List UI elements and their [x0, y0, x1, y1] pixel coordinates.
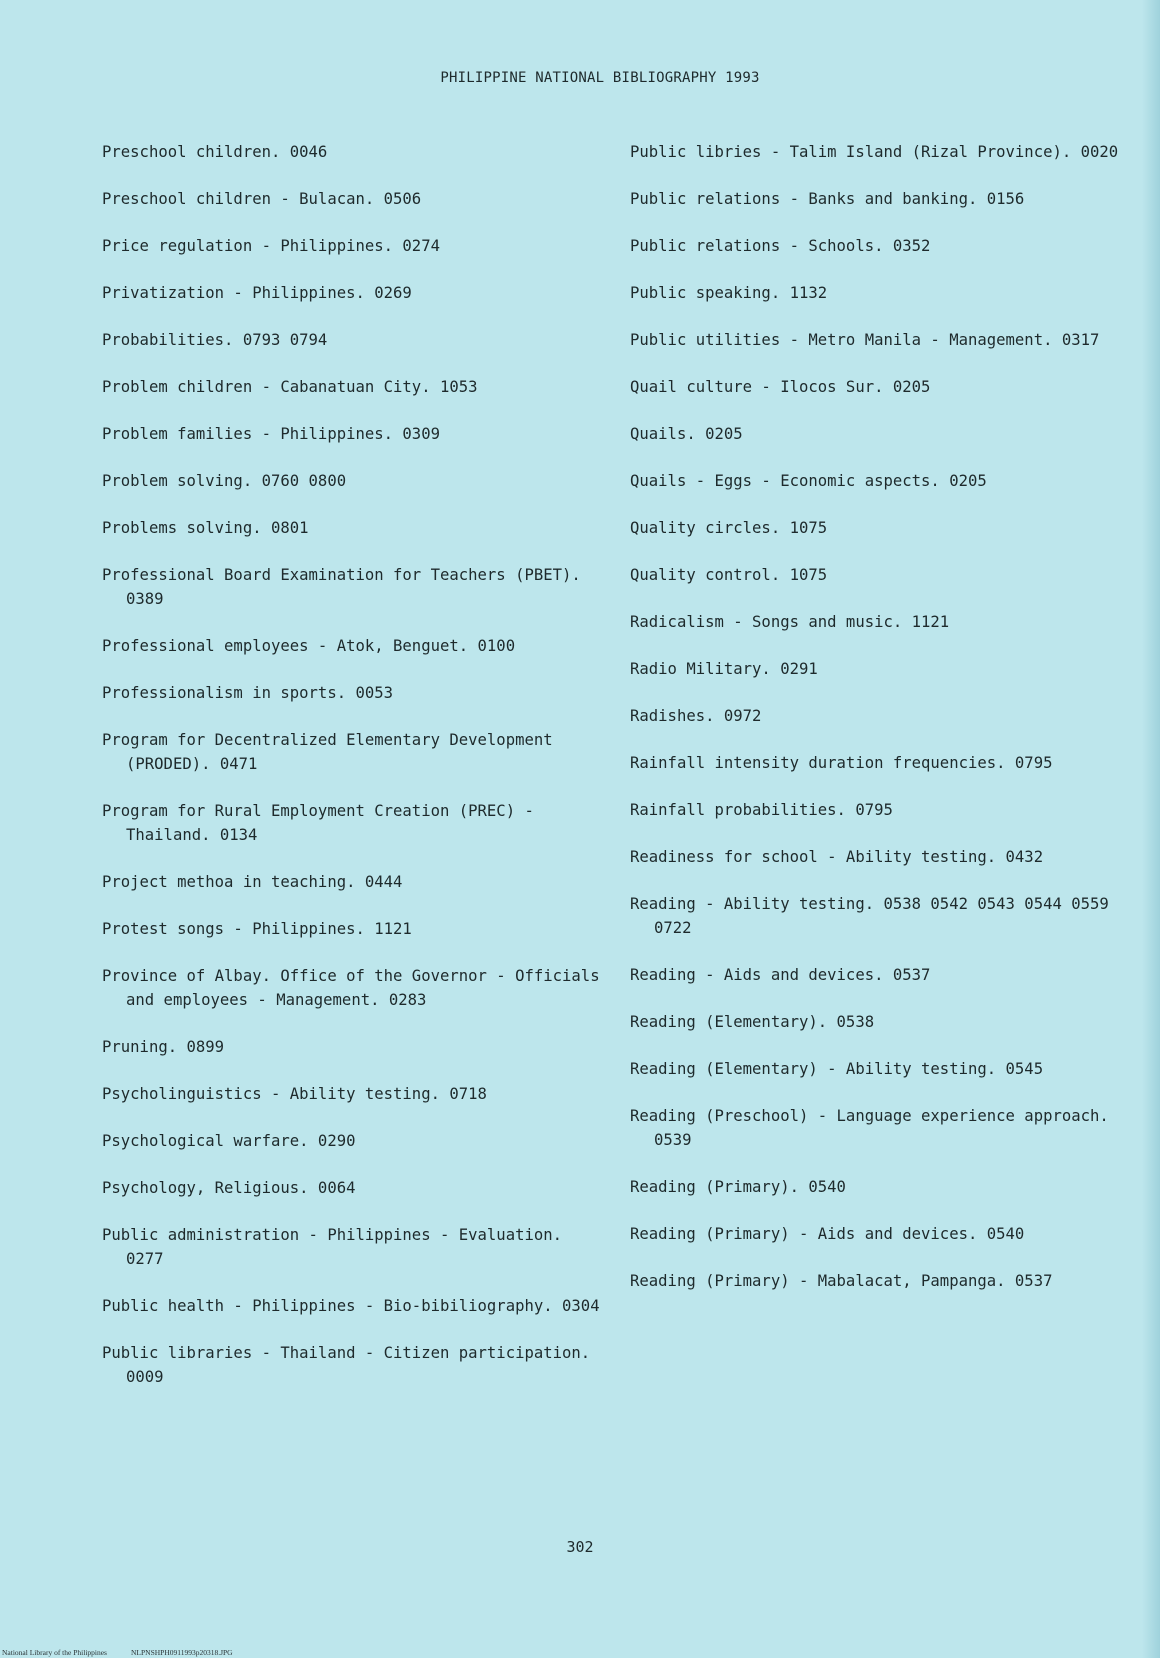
page-edge-shadow [1142, 0, 1160, 1658]
index-entry: Professionalism in sports. 0053 [102, 684, 394, 702]
index-entry: Psychological warfare. 0290 [102, 1132, 356, 1150]
index-entry: Reading (Primary) - Aids and devices. 0540 [630, 1225, 1025, 1243]
footer-file-id: NLPNSHPH0911993p20318.JPG [130, 1648, 233, 1657]
index-entry: Problem children - Cabanatuan City. 1053 [102, 378, 478, 396]
index-entry: Public relations - Schools. 0352 [630, 237, 931, 255]
index-entry: Reading (Primary). 0540 [630, 1178, 846, 1196]
index-entry: Problem solving. 0760 0800 [102, 472, 347, 490]
right-index-column [630, 140, 1130, 1316]
page-title: PHILIPPINE NATIONAL BIBLIOGRAPHY 1993 [440, 70, 760, 86]
index-entry: Reading (Elementary). 0538 [630, 1013, 875, 1031]
page-number: 302 [566, 1538, 594, 1556]
index-entry: Professional employees - Atok, Benguet. 0100 [102, 637, 516, 655]
index-entry: Rainfall probabilities. 0795 [630, 801, 893, 819]
index-entry: Public libraries - Thailand - Citizen participation. 0009 [102, 1344, 591, 1386]
index-entry: Quails. 0205 [630, 425, 743, 443]
index-entry: Public administration - Philippines - Evaluation. 0277 [102, 1226, 563, 1268]
index-entry: Public libries - Talim Island (Rizal Province). 0020 [630, 143, 1119, 161]
footer-institution: National Library of the Philippines [2, 1648, 107, 1657]
index-entry: Reading (Preschool) - Language experience approach. 0539 [630, 1107, 1109, 1149]
index-entry: Reading - Aids and devices. 0537 [630, 966, 931, 984]
index-entry: Price regulation - Philippines. 0274 [102, 237, 440, 255]
index-entry: Radio Military. 0291 [630, 660, 818, 678]
index-entry: Privatization - Philippines. 0269 [102, 284, 412, 302]
index-entry: Program for Decentralized Elementary Development (PRODED). 0471 [102, 731, 553, 773]
index-entry: Psychology, Religious. 0064 [102, 1179, 356, 1197]
index-entry: Province of Albay. Office of the Governor - Officials and employees - Management. 0283 [102, 967, 600, 1009]
index-entry: Rainfall intensity duration frequencies. 0795 [630, 754, 1053, 772]
index-entry: Preschool children. 0046 [102, 143, 328, 161]
index-entry: Project methoa in teaching. 0444 [102, 873, 403, 891]
index-entry: Problems solving. 0801 [102, 519, 309, 537]
index-entry: Preschool children - Bulacan. 0506 [102, 190, 422, 208]
left-index-column [102, 140, 602, 1412]
index-entry: Public health - Philippines - Bio-bibiliography. 0304 [102, 1297, 600, 1315]
index-entry: Reading (Primary) - Mabalacat, Pampanga. 0537 [630, 1272, 1053, 1290]
index-entry: Pruning. 0899 [102, 1038, 225, 1056]
index-entry: Reading - Ability testing. 0538 0542 0543 0544 0559 0722 [630, 895, 1109, 937]
index-entry: Quails - Eggs - Economic aspects. 0205 [630, 472, 987, 490]
index-entry: Quality control. 1075 [630, 566, 828, 584]
index-entry: Radicalism - Songs and music. 1121 [630, 613, 950, 631]
index-entry: Readiness for school - Ability testing. 0432 [630, 848, 1044, 866]
index-entry: Protest songs - Philippines. 1121 [102, 920, 412, 938]
index-entry: Quality circles. 1075 [630, 519, 828, 537]
index-entry: Reading (Elementary) - Ability testing. 0545 [630, 1060, 1044, 1078]
index-entry: Public utilities - Metro Manila - Management. 0317 [630, 331, 1100, 349]
index-entry: Professional Board Examination for Teachers (PBET). 0389 [102, 566, 581, 608]
index-entry: Problem families - Philippines. 0309 [102, 425, 440, 443]
index-entry: Public speaking. 1132 [630, 284, 828, 302]
index-entry: Radishes. 0972 [630, 707, 762, 725]
index-entry: Quail culture - Ilocos Sur. 0205 [630, 378, 931, 396]
index-entry: Public relations - Banks and banking. 0156 [630, 190, 1025, 208]
index-entry: Probabilities. 0793 0794 [102, 331, 328, 349]
index-entry: Program for Rural Employment Creation (PREC) - Thailand. 0134 [102, 802, 534, 844]
scan-credit [2, 1648, 257, 1657]
index-entry: Psycholinguistics - Ability testing. 0718 [102, 1085, 487, 1103]
